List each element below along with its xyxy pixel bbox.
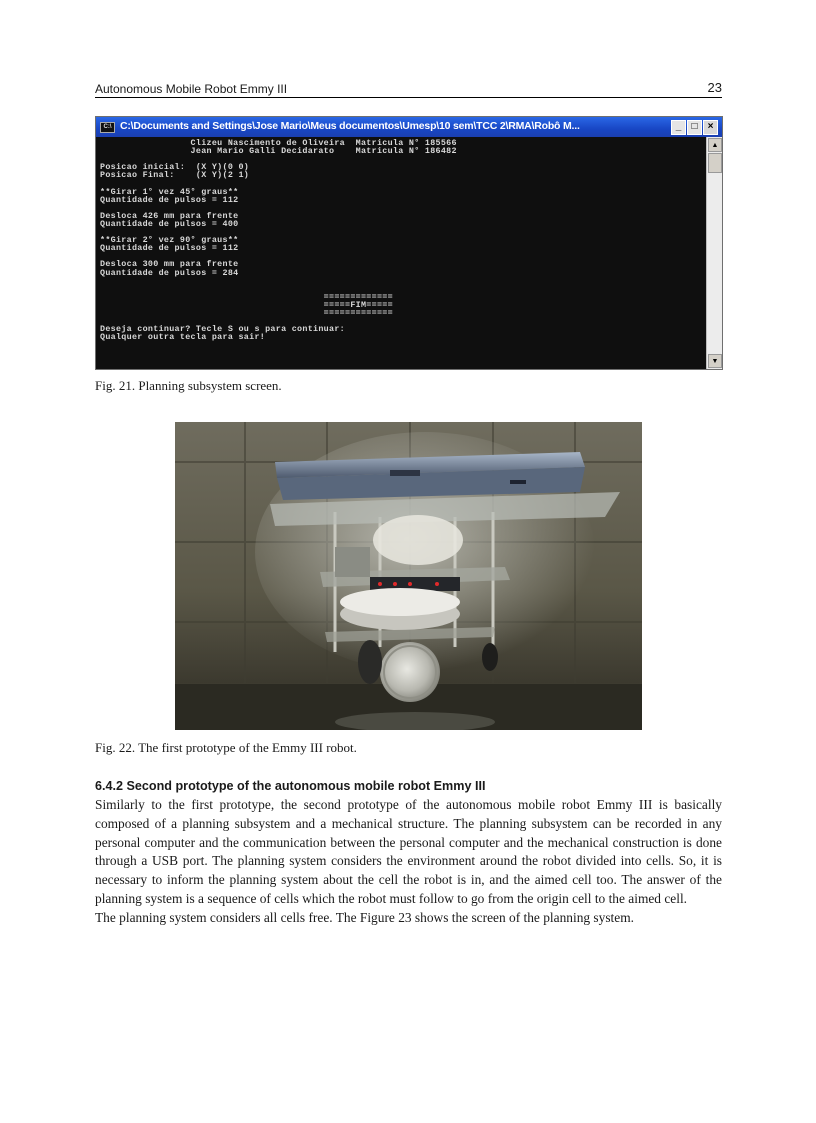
console-line: Desloca 300 mm para frente: [100, 259, 239, 270]
console-title-bar: [96, 117, 722, 137]
console-line: =============: [100, 291, 393, 302]
running-title: Autonomous Mobile Robot Emmy III: [95, 82, 288, 96]
console-line: Jean Mario Galli Decidarato Matricula N° 186482: [100, 146, 457, 157]
console-line: Quantidade de pulsos = 284: [100, 267, 239, 278]
console-scrollbar: [706, 137, 722, 369]
console-line: [100, 277, 704, 285]
console-app-icon: C:\: [100, 122, 115, 133]
console-line: =============: [100, 307, 393, 318]
console-line: **Girar 1° vez 45° graus**: [100, 186, 239, 197]
maximize-icon: □: [687, 120, 702, 135]
section-body: [95, 796, 722, 928]
console-line: Qualquer outra tecla para sair!: [100, 332, 266, 343]
console-line: Deseja continuar? Tecle S ou s para continuar:: [100, 324, 345, 335]
scroll-up-icon: ▲: [708, 138, 722, 152]
console-line: Quantidade de pulsos = 112: [100, 243, 239, 254]
section-heading: 6.4.2 Second prototype of the autonomous mobile robot Emmy III: [95, 779, 486, 793]
console-line: Quantidade de pulsos = 400: [100, 218, 239, 229]
console-line: Quantidade de pulsos = 112: [100, 194, 239, 205]
console-line: Clizeu Nascimento de Oliveira Matricula N° 185566: [100, 138, 457, 148]
console-line: =====FIM=====: [100, 299, 393, 310]
figure-22-caption: Fig. 22. The first prototype of the Emmy III robot.: [95, 740, 357, 755]
console-line: Posicao inicial: (X Y)(0 0): [100, 162, 250, 173]
scroll-down-icon: ▼: [708, 354, 722, 368]
console-window-title: C:\Documents and Settings\Jose Mario\Meus documentos\Umesp\10 sem\TCC 2\RMA\Robô M...: [120, 120, 580, 132]
robot-prototype-photo: [175, 422, 642, 730]
running-header: [95, 80, 722, 98]
paragraph: The planning system considers all cells free. The Figure 23 shows the screen of the planning system.: [95, 909, 634, 925]
page-number: 23: [707, 80, 722, 95]
console-output: [100, 139, 704, 367]
robot-photo-drawing: [175, 422, 642, 730]
console-window-figure: [95, 116, 723, 370]
figure-21-caption: Fig. 21. Planning subsystem screen.: [95, 378, 282, 393]
paragraph: Similarly to the first prototype, the second prototype of the autonomous mobile robot Emmy III is basically composed of a planning subsystem and a mechanical structure. The planning subsystem can be recorded in any personal computer and the communication between the personal computer and the mechanical construction is done through a USB port. The planning system considers the environment around the robot divided into cells. So, it is necessary to inform the planning system about the cell the robot is in, and the aimed cell too. The answer of the planning system is a sequence of cells which the robot must follow to go from the origin cell to the aimed cell.: [95, 797, 722, 906]
scroll-thumb: [708, 153, 722, 173]
console-line: **Girar 2° vez 90° graus**: [100, 235, 239, 246]
close-icon: ×: [703, 120, 718, 135]
console-line: Posicao Final: (X Y)(2 1): [100, 170, 250, 181]
console-line: Desloca 426 mm para frente: [100, 210, 239, 221]
minimize-icon: _: [671, 120, 686, 135]
